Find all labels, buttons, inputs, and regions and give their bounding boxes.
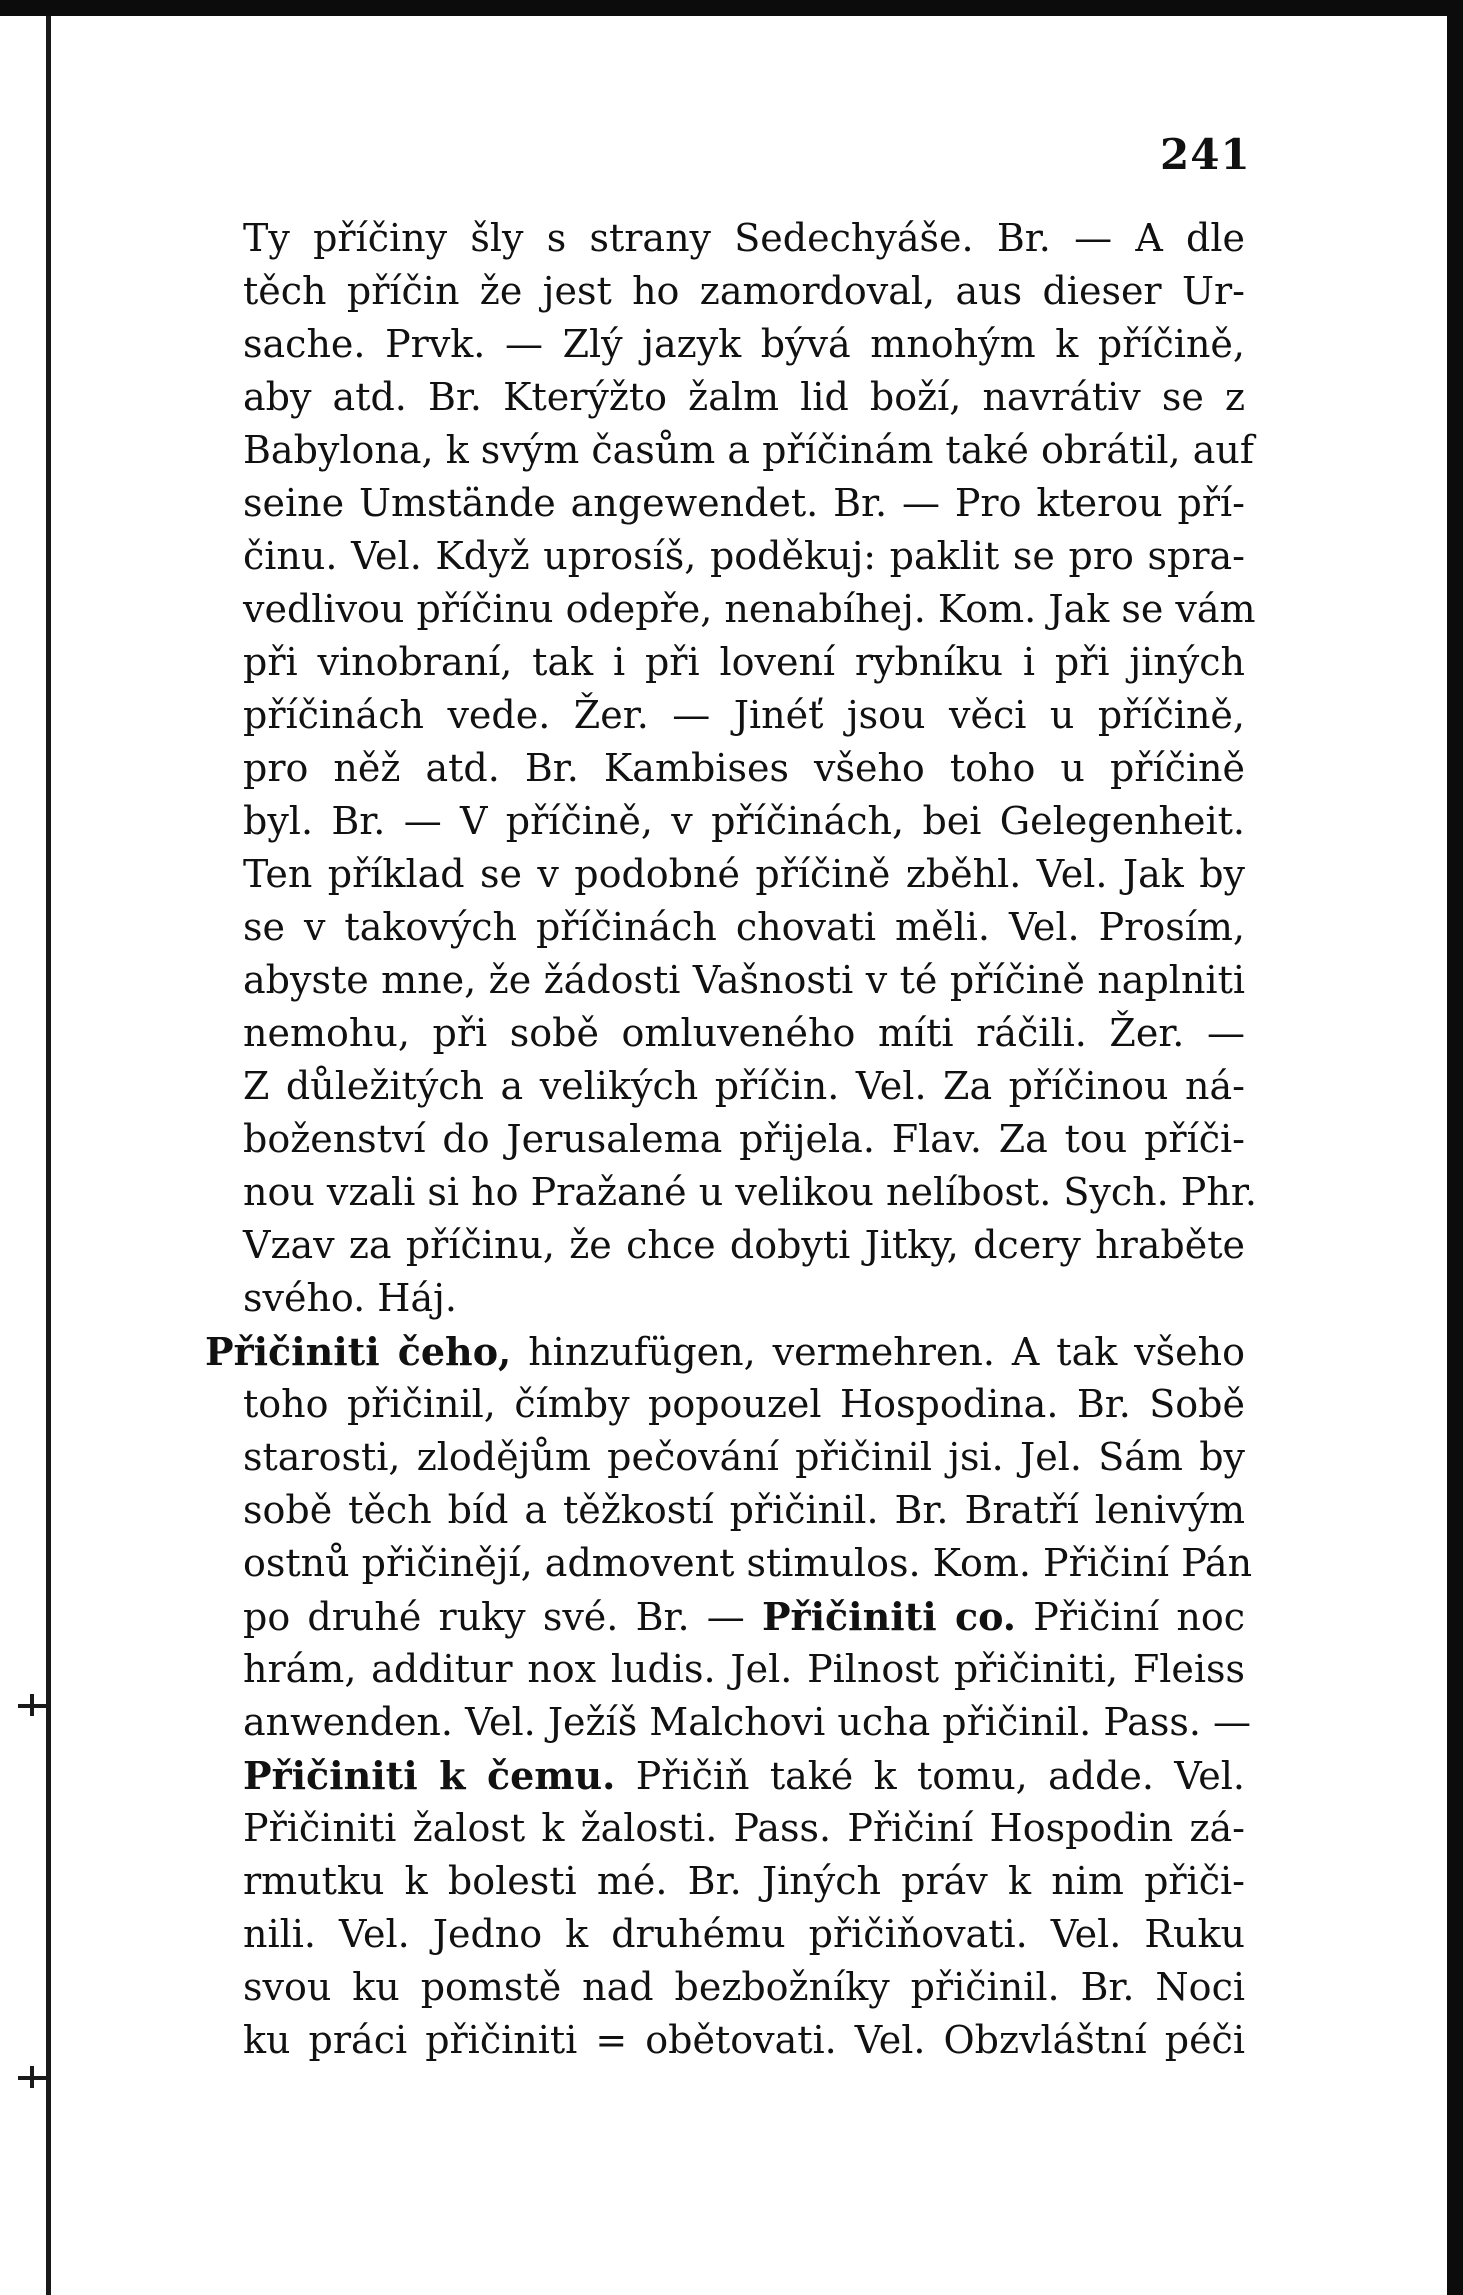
entry-line: [205, 1325, 1245, 1378]
entry-line: [205, 1590, 1245, 1643]
text-line: sache. Prvk. — Zlý jazyk bývá mnohým k příčině,: [243, 322, 1245, 366]
text-line: sobě těch bíd a těžkostí přičinil. Br. Bratří lenivým: [243, 1488, 1245, 1532]
text-line: vedlivou příčinu odepře, nenabíhej. Kom. Jak se vám: [243, 587, 1256, 631]
text-line: pro něž atd. Br. Kambises všeho toho u příčině: [243, 746, 1245, 790]
page-gutter-line: [46, 16, 51, 2295]
entry-subheadword: Přičiniti co.: [761, 1594, 1017, 1639]
text-line: nili. Vel. Jedno k druhému přičiňovati. Vel. Ruku: [243, 1912, 1245, 1956]
entry-text: Přičiní noc: [1016, 1595, 1245, 1639]
binding-mark: [30, 1694, 34, 1716]
text-line: se v takových příčinách chovati měli. Vel. Prosím,: [243, 905, 1245, 949]
scan-border-right: [1447, 0, 1463, 2295]
text-line: seine Umstände angewendet. Br. — Pro kterou pří-: [243, 481, 1245, 525]
entry-line: [205, 1749, 1245, 1802]
text-line: Přičiniti žalost k žalosti. Pass. Přičiní Hospodin zá-: [243, 1806, 1245, 1850]
text-line: nemohu, při sobě omluveného míti ráčili. Žer. —: [243, 1011, 1245, 1055]
entry-text: po druhé ruky své. Br. —: [243, 1595, 762, 1639]
text-line: Ty příčiny šly s strany Sedechyáše. Br. — A dle: [243, 216, 1245, 260]
text-line: rmutku k bolesti mé. Br. Jiných práv k nim přiči-: [243, 1859, 1245, 1903]
text-line: abyste mne, že žádosti Vašnosti v té příčině naplniti: [243, 958, 1245, 1002]
text-line: Z důležitých a velikých příčin. Vel. Za příčinou ná-: [243, 1064, 1245, 1108]
entry-text: Přičiň také k tomu, adde. Vel.: [615, 1754, 1245, 1798]
entry-text: hinzufügen, vermehren. A tak všeho: [511, 1330, 1245, 1374]
text-line: nou vzali si ho Pražané u velikou nelíbost. Sych. Phr.: [243, 1170, 1257, 1214]
text-line: ostnů přičinějí, admovent stimulos. Kom. Přičiní Pán: [243, 1541, 1253, 1585]
text-line: příčinách vede. Žer. — Jinéť jsou věci u příčině,: [243, 693, 1245, 737]
binding-mark: [30, 2066, 34, 2088]
text-line: byl. Br. — V příčině, v příčinách, bei Gelegenheit.: [243, 799, 1245, 843]
entry-subheadword: Přičiniti k čemu.: [243, 1753, 616, 1798]
text-line: svého. Háj.: [243, 1276, 457, 1320]
text-line: hrám, additur nox ludis. Jel. Pilnost přičiniti, Fleiss: [243, 1647, 1245, 1691]
text-line: při vinobraní, tak i při lovení rybníku i při jiných: [243, 640, 1245, 684]
text-line: Vzav za příčinu, že chce dobyti Jitky, dcery hraběte: [243, 1223, 1245, 1267]
text-line: aby atd. Br. Kterýžto žalm lid boží, navrátiv se z: [243, 375, 1245, 419]
dictionary-text: [205, 212, 1257, 2067]
text-line: Babylona, k svým časům a příčinám také obrátil, auf: [243, 428, 1254, 472]
text-line: starosti, zlodějům pečování přičinil jsi. Jel. Sám by: [243, 1435, 1245, 1479]
text-line: toho přičinil, čímby popouzel Hospodina. Br. Sobě: [243, 1382, 1245, 1426]
scan-border-top: [0, 0, 1463, 16]
text-line: těch příčin že jest ho zamordoval, aus dieser Ur-: [243, 269, 1245, 313]
text-line: činu. Vel. Když uprosíš, poděkuj: paklit se pro spra-: [243, 534, 1245, 578]
text-line: boženství do Jerusalema přijela. Flav. Za tou příči-: [243, 1117, 1245, 1161]
page-number: 241: [1160, 130, 1251, 179]
text-line: svou ku pomstě nad bezbožníky přičinil. Br. Noci: [243, 1965, 1245, 2009]
text-line: ku práci přičiniti = obětovati. Vel. Obzvláštní péči: [243, 2018, 1245, 2062]
text-line: Ten příklad se v podobné příčině zběhl. Vel. Jak by: [243, 852, 1245, 896]
text-line: anwenden. Vel. Ježíš Malchovi ucha přičinil. Pass. —: [243, 1700, 1252, 1744]
entry-headword: Přičiniti čeho,: [205, 1329, 512, 1374]
